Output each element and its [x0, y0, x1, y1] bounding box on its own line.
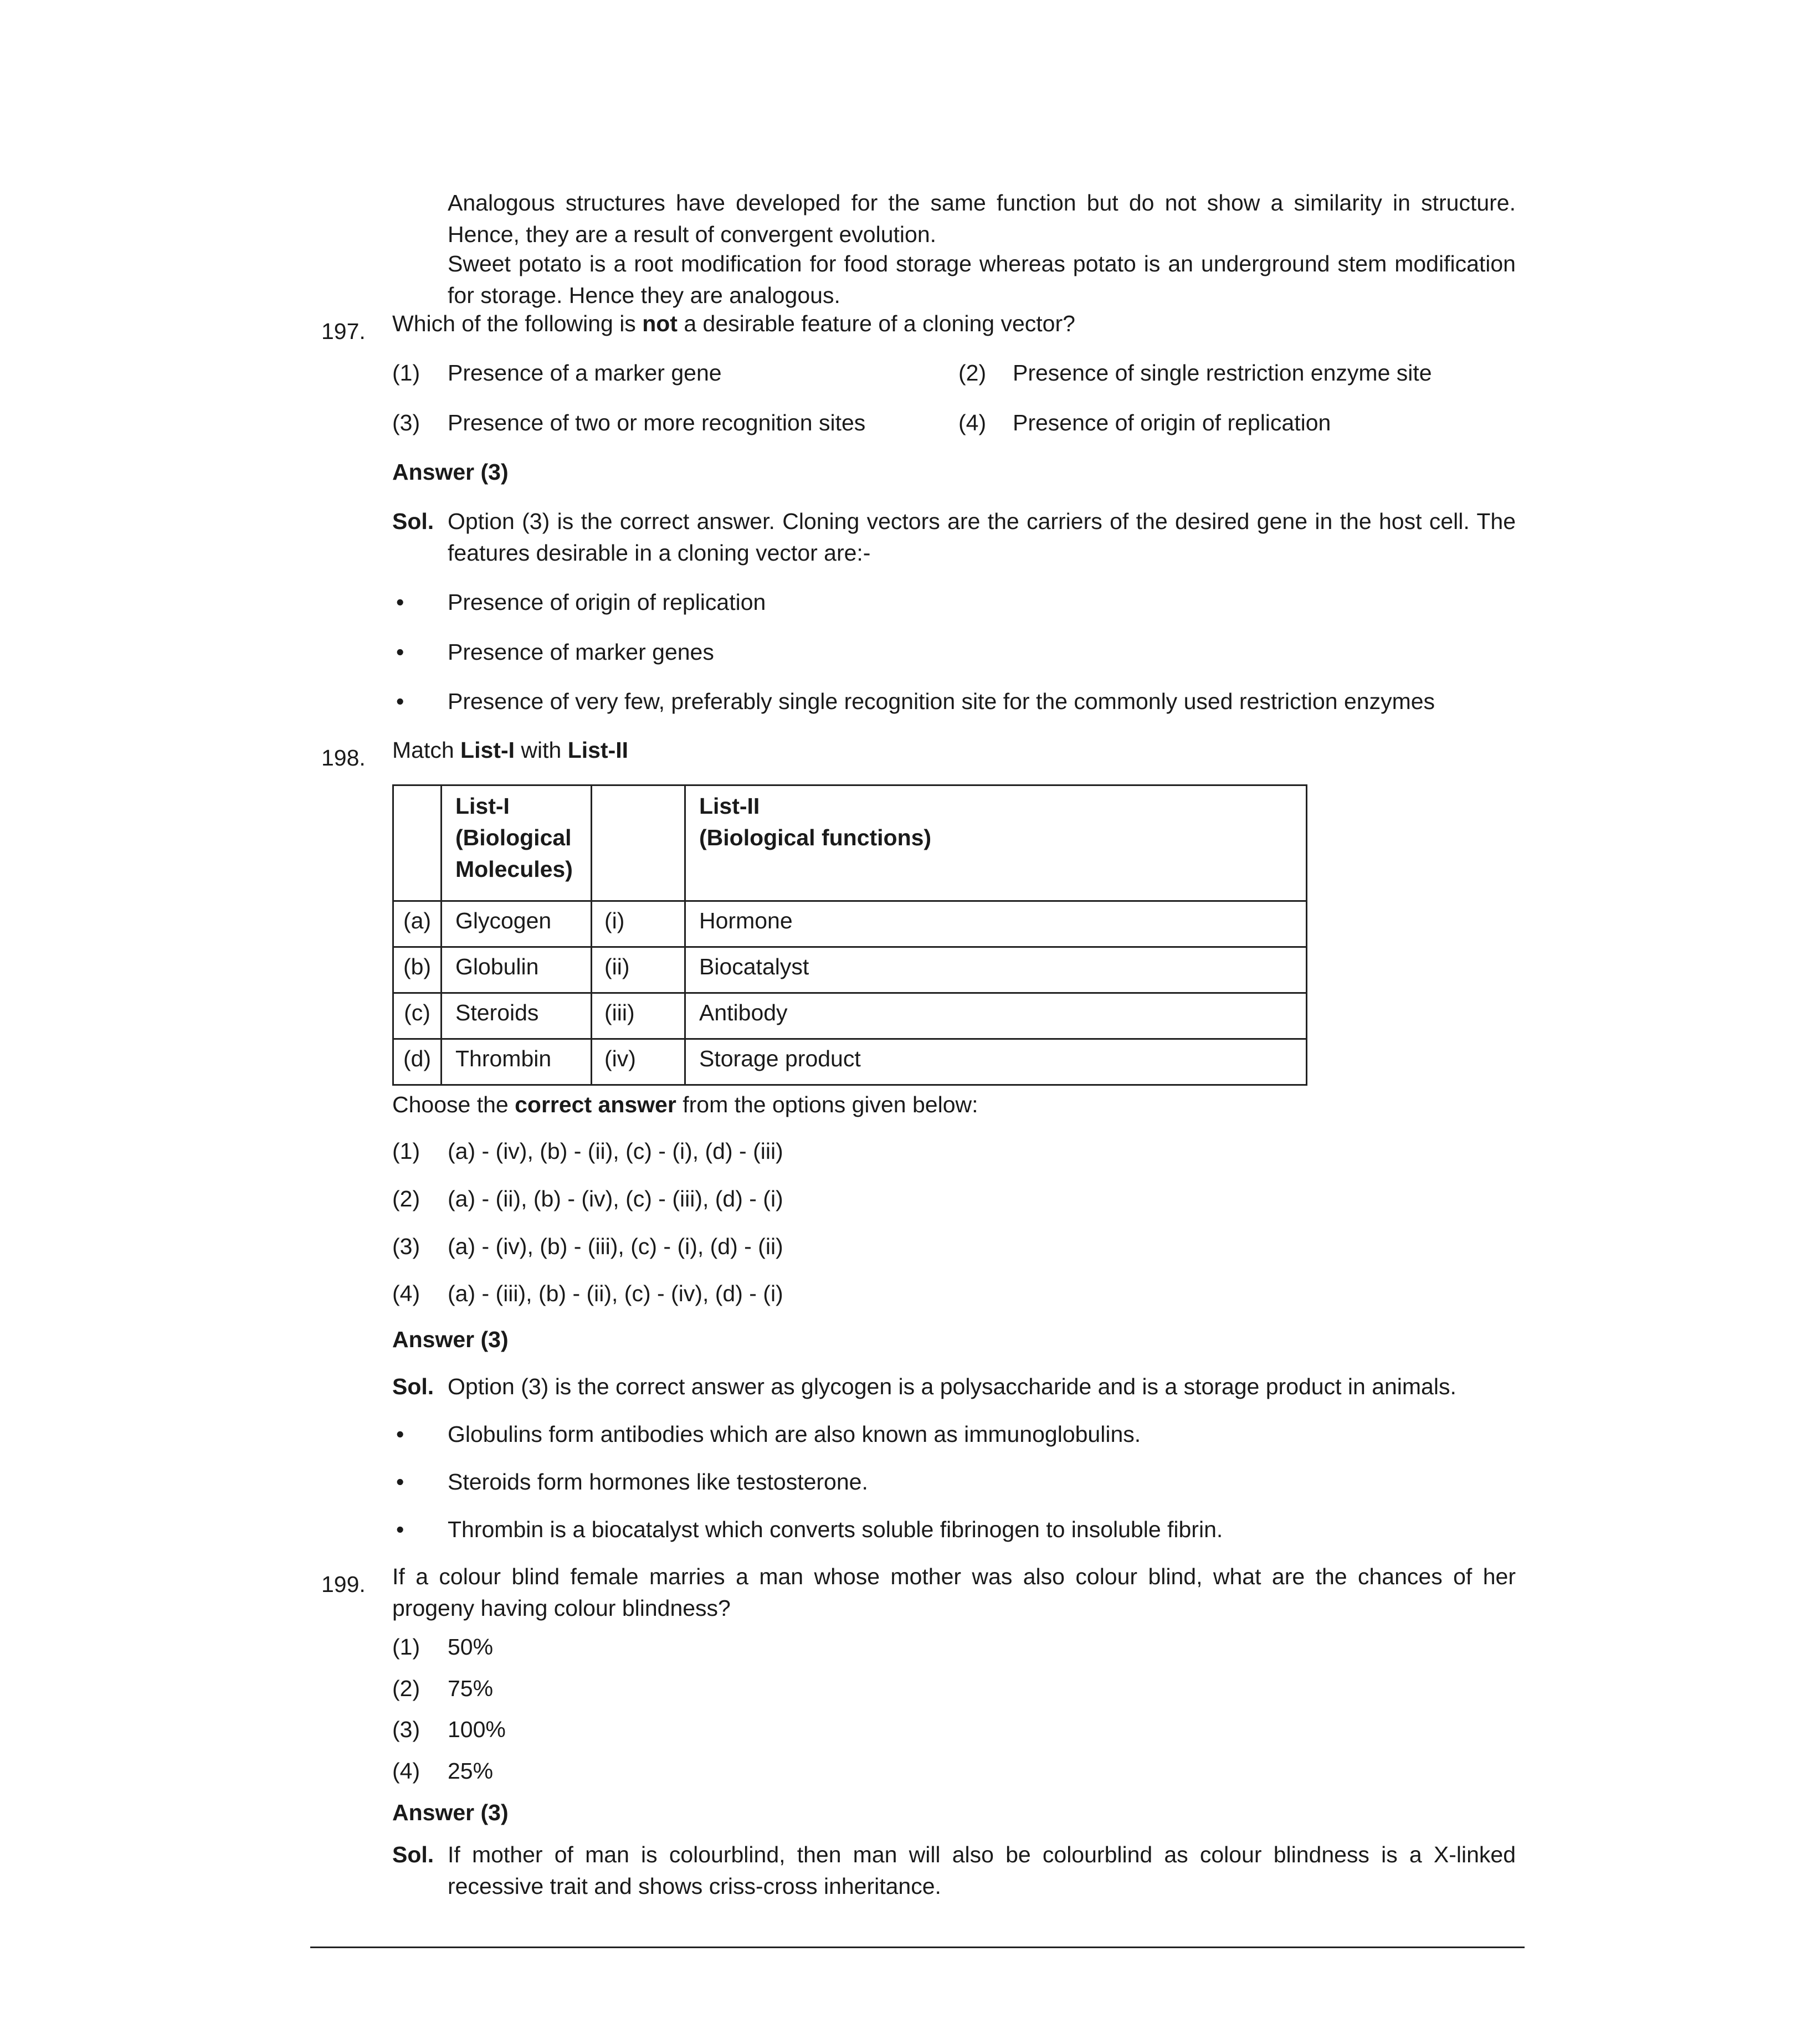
- q198-solution-text: Option (3) is the correct answer as glycogen is a polysaccharide and is a storage product in animals.: [448, 1374, 1456, 1399]
- row-label-left: (b): [393, 947, 442, 993]
- stem-text: Which of the following is: [392, 311, 643, 336]
- q198-option-2-number: (2): [392, 1186, 420, 1211]
- intro-paragraph-2: Sweet potato is a root modification for food storage whereas potato is an underground stem modification for storage. Hence they are analogous.: [448, 251, 1516, 308]
- sol-label: Sol.: [392, 1842, 434, 1867]
- q199-option-3-text: 100%: [448, 1717, 506, 1742]
- table-row: [393, 1039, 1307, 1085]
- question-199-stem: If a colour blind female marries a man whose mother was also colour blind, what are the chances of her progeny having colour blindness?: [392, 1564, 1516, 1621]
- q199-solution-text: If mother of man is colourblind, then man will also be colourblind as colour blindness is a X-linked recessive trait and shows criss-cross inheritance.: [448, 1842, 1516, 1899]
- row-molecule: Steroids: [442, 993, 592, 1039]
- q199-option-1-number: (1): [392, 1634, 420, 1660]
- stem-text: a desirable feature of a cloning vector?: [677, 311, 1075, 336]
- q197-option-4-text: Presence of origin of replication: [1013, 410, 1331, 435]
- q199-option-4-number: (4): [392, 1758, 420, 1784]
- row-label-left: (c): [393, 993, 442, 1039]
- q198-choose-instruction: [392, 1089, 978, 1121]
- instruction-text: Choose the: [392, 1092, 515, 1117]
- q198-option-1-text: (a) - (iv), (b) - (ii), (c) - (i), (d) - (iii): [448, 1138, 783, 1164]
- bullet-marker: •: [396, 1517, 404, 1542]
- row-label-left: (a): [393, 901, 442, 947]
- row-function: Biocatalyst: [685, 947, 1307, 993]
- sol-label: Sol.: [392, 1374, 434, 1399]
- q197-option-2-number: (2): [958, 360, 987, 386]
- q199-option-4-text: 25%: [448, 1758, 494, 1784]
- header-list-1-line-1: List-I: [455, 793, 510, 819]
- header-list-1-line-2: (Biological: [455, 825, 572, 850]
- row-label-right: (ii): [592, 947, 685, 993]
- q198-option-2-text: (a) - (ii), (b) - (iv), (c) - (iii), (d) - (i): [448, 1186, 783, 1211]
- instruction-text: from the options given below:: [676, 1092, 978, 1117]
- q197-option-3-text: Presence of two or more recognition sites: [448, 410, 866, 435]
- q198-option-4-number: (4): [392, 1281, 420, 1306]
- row-molecule: Glycogen: [442, 901, 592, 947]
- q198-bullet-2: Steroids form hormones like testosterone.: [448, 1469, 868, 1495]
- sol-label: Sol.: [392, 509, 434, 534]
- row-molecule: Globulin: [442, 947, 592, 993]
- row-function: Antibody: [685, 993, 1307, 1039]
- row-label-left: (d): [393, 1039, 442, 1085]
- stem-list-1: List-I: [460, 737, 515, 763]
- q199-answer: Answer (3): [392, 1800, 509, 1825]
- header-list-1-line-3: Molecules): [455, 856, 573, 882]
- table-row: [393, 901, 1307, 947]
- q197-answer: Answer (3): [392, 459, 509, 485]
- question-number-199: 199.: [321, 1571, 366, 1597]
- question-number-198: 198.: [321, 745, 366, 771]
- row-label-right: (i): [592, 901, 685, 947]
- q197-option-4-number: (4): [958, 410, 987, 435]
- row-label-right: (iii): [592, 993, 685, 1039]
- q197-bullet-1: Presence of origin of replication: [448, 589, 766, 615]
- row-function: Storage product: [685, 1039, 1307, 1085]
- q198-bullet-3: Thrombin is a biocatalyst which converts soluble fibrinogen to insoluble fibrin.: [448, 1517, 1223, 1542]
- stem-list-2: List-II: [567, 737, 629, 763]
- row-label-right: (iv): [592, 1039, 685, 1085]
- q198-option-3-text: (a) - (iv), (b) - (iii), (c) - (i), (d) - (ii): [448, 1234, 783, 1259]
- q197-option-2-text: Presence of single restriction enzyme site: [1013, 360, 1432, 386]
- bullet-marker: •: [396, 639, 404, 665]
- header-list-2-line-2: (Biological functions): [699, 825, 932, 850]
- header-list-1: [442, 785, 592, 901]
- stem-text: with: [514, 737, 568, 763]
- q197-option-3-number: (3): [392, 410, 420, 435]
- q198-answer: Answer (3): [392, 1327, 509, 1352]
- question-197-stem: [392, 308, 1517, 340]
- q198-sol-label: [392, 1371, 434, 1403]
- table-row: [393, 993, 1307, 1039]
- q198-option-1-number: (1): [392, 1138, 420, 1164]
- q197-bullet-3: Presence of very few, preferably single recognition site for the commonly used restriction enzymes: [448, 689, 1435, 714]
- instruction-emphasis: correct answer: [515, 1092, 676, 1117]
- q199-option-2-number: (2): [392, 1676, 420, 1701]
- q197-option-1-number: (1): [392, 360, 420, 386]
- q197-option-1-text: Presence of a marker gene: [448, 360, 722, 386]
- table-header-row: [393, 785, 1307, 901]
- header-list-2-line-1: List-II: [699, 793, 760, 819]
- q199-option-2-text: 75%: [448, 1676, 494, 1701]
- match-table: [392, 784, 1307, 1086]
- stem-text: Match: [392, 737, 461, 763]
- question-198-stem: [392, 735, 628, 766]
- header-cell-empty: [592, 785, 685, 901]
- row-function: Hormone: [685, 901, 1307, 947]
- bullet-marker: •: [396, 1421, 404, 1447]
- table-row: [393, 947, 1307, 993]
- q197-solution-text: Option (3) is the correct answer. Cloning vectors are the carriers of the desired gene in the host cell. The features desirable in a cloning vector are:-: [448, 509, 1516, 566]
- bullet-marker: •: [396, 589, 404, 615]
- bullet-marker: •: [396, 689, 404, 714]
- row-molecule: Thrombin: [442, 1039, 592, 1085]
- header-list-2: [685, 785, 1307, 901]
- intro-paragraph-1: Analogous structures have developed for the same function but do not show a similarity in structure. Hence, they are a result of convergent evolution.: [448, 190, 1516, 247]
- q198-option-4-text: (a) - (iii), (b) - (ii), (c) - (iv), (d) - (i): [448, 1281, 783, 1306]
- q199-sol-label: [392, 1839, 434, 1871]
- q197-bullet-2: Presence of marker genes: [448, 639, 714, 665]
- q198-option-3-number: (3): [392, 1234, 420, 1259]
- q199-option-3-number: (3): [392, 1717, 420, 1742]
- header-cell-empty: [393, 785, 442, 901]
- q199-option-1-text: 50%: [448, 1634, 494, 1660]
- bullet-marker: •: [396, 1469, 404, 1495]
- stem-emphasis: not: [642, 311, 678, 336]
- footer-divider: [310, 1947, 1525, 1948]
- question-number-197: 197.: [321, 319, 366, 344]
- q197-sol-label: [392, 506, 434, 537]
- q198-bullet-1: Globulins form antibodies which are also known as immunoglobulins.: [448, 1421, 1141, 1447]
